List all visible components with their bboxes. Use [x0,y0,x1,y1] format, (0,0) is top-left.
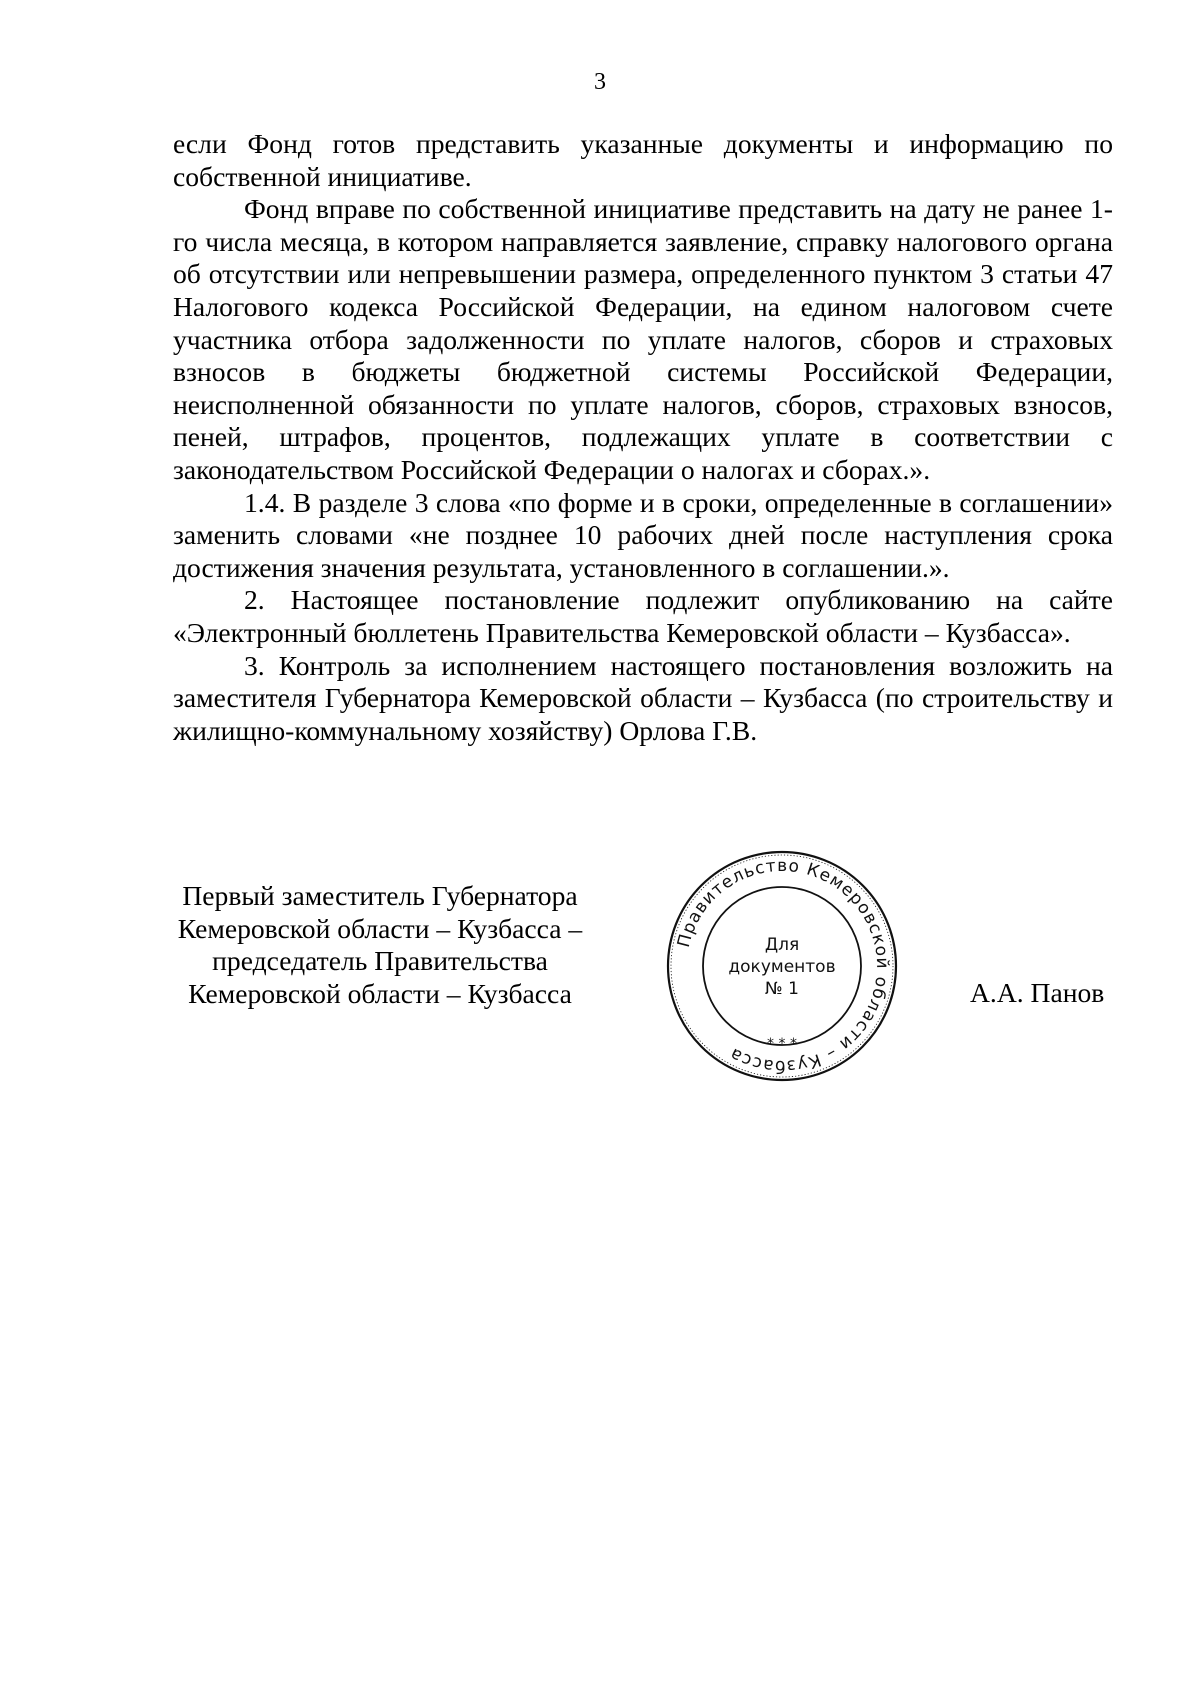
paragraph: 2. Настоящее постановление подлежит опубликованию на сайте «Электронный бюллетень Правительства Кемеровской области – Кузбасса». [173,584,1113,648]
stamp-stars: * * * [767,1036,797,1052]
stamp-center-line: документов [728,957,836,977]
stamp-ring-text: Правительство Кемеровской области – Кузбасса [673,855,893,1077]
signer-position-line: Кемеровской области – Кузбасса [188,977,572,1009]
paragraph: 1.4. В разделе 3 слова «по форме и в сроки, определенные в соглашении» заменить словами «не позднее 10 рабочих дней после наступления срока достижения значения результата, установленного в соглашении.». [173,486,1113,583]
stamp-center-line: Для [764,935,800,955]
official-stamp [664,848,900,1084]
page-number: 3 [594,69,606,95]
stamp-center-line: № 1 [765,979,799,999]
signer-position-line: Кемеровской области – Кузбасса – [177,912,583,944]
document-body [173,128,1113,747]
paragraph: Фонд вправе по собственной инициативе представить на дату не ранее 1-го числа месяца, в котором направляется заявление, справку налогового органа об отсутствии или непревышении размера, определенного пунктом 3 статьи 47 Налогового кодекса Российской Федерации, на едином налоговом счете участника отбора задолженности по уплате налогов, сборов и страховых взносов в бюджеты бюджетной системы Российской Федерации, неисполненной обязанности по уплате налогов, сборов, страховых взносов, пеней, штрафов, процентов, подлежащих уплате в соответствии с законодательством Российской Федерации о налогах и сборах.». [173,193,1113,485]
signer-position-line: председатель Правительства [212,945,548,977]
signer-name: А.А. Панов [970,977,1105,1008]
paragraph: если Фонд готов представить указанные документы и информацию по собственной инициативе. [173,128,1113,192]
paragraph: 3. Контроль за исполнением настоящего постановления возложить на заместителя Губернатора Кемеровской области – Кузбасса (по строительству и жилищно-коммунальному хозяйству) Орлова Г.В. [173,649,1113,746]
signer-position-line: Первый заместитель Губернатора [182,880,578,911]
signer-position [150,880,610,1010]
